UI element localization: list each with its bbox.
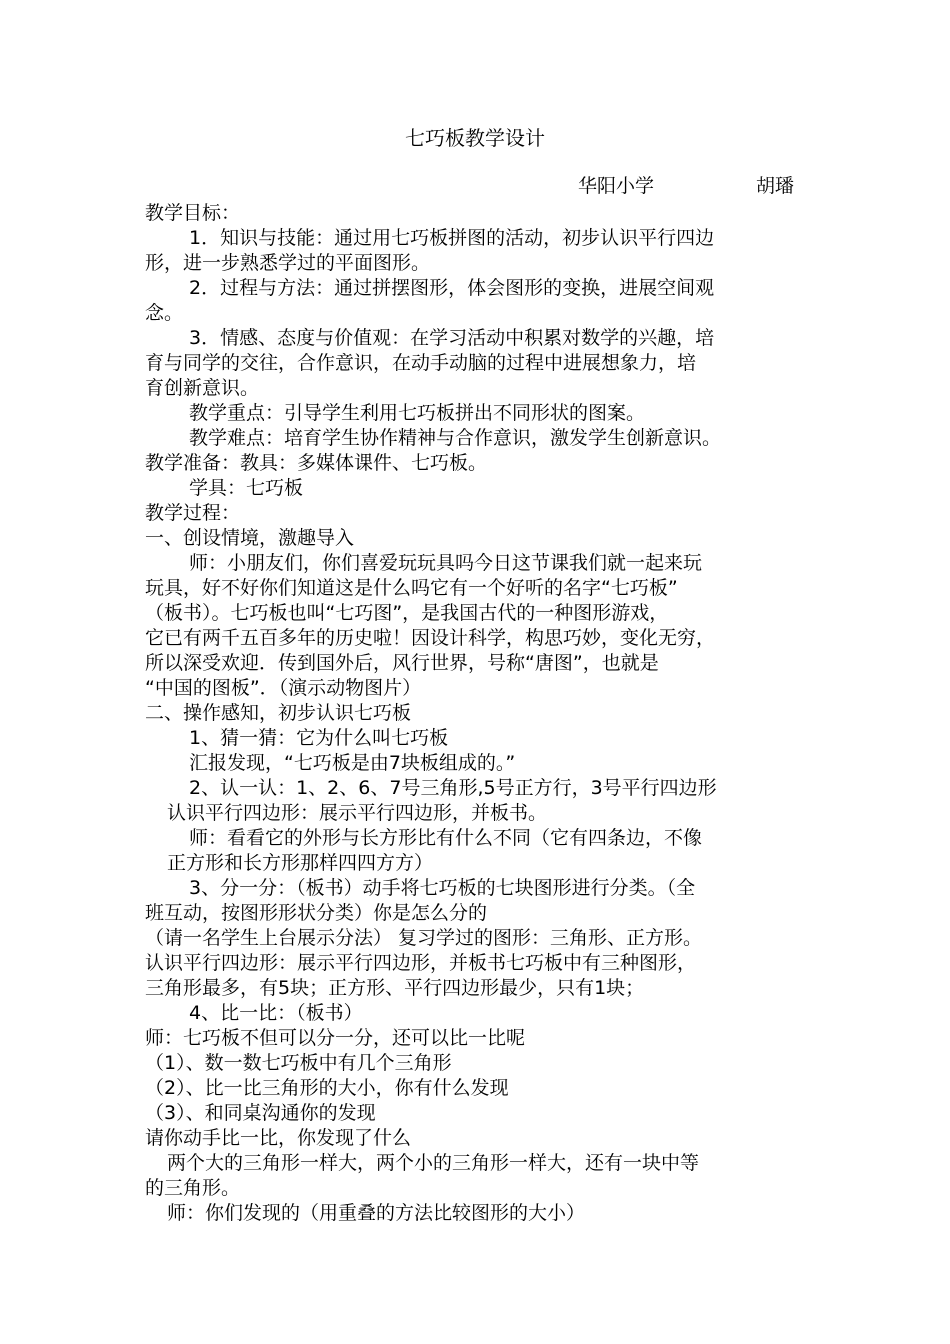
section-heading-process: 教学过程： [145,502,241,524]
part-1-paragraph-line: 它已有两千五百多年的历史啦！因设计科学，构思巧妙，变化无穷， [145,627,716,649]
teaching-preparation: 教学准备：教具：多媒体课件、七巧板。 [145,452,488,474]
teacher-summary: 师：你们发现的（用重叠的方法比较图形的大小） [167,1202,586,1224]
objective-3-line-2: 育与同学的交往，合作意识，在动手动脑的过程中进展想象力，培 [145,352,697,374]
teacher-question-line-2: 正方形和长方形那样四四方方） [167,852,434,874]
report-finding: 汇报发现，“七巧板是由7块板组成的。” [189,752,516,774]
step-classify-line-2: 班互动，按图形形状分类）你是怎么分的 [145,902,488,924]
student-materials: 学具：七巧板 [189,477,304,499]
step-classify-line-4: 认识平行四边形：展示平行四边形，并板书七巧板中有三种图形， [145,952,697,974]
compare-finding-line-2: 的三角形。 [145,1177,241,1199]
teacher-question-line-1: 师：看看它的外形与长方形比有什么不同（它有四条边，不像 [189,827,703,849]
part-1-paragraph-line: （板书）。七巧板也叫“七巧图”，是我国古代的一种图形游戏， [145,602,669,624]
step-compare: 4、比一比：（板书） [189,1002,363,1024]
part-2-heading: 二、操作感知，初步认识七巧板 [145,702,412,724]
teaching-difficulty: 教学难点：培育学生协作精神与合作意识，激发学生创新意识。 [189,427,722,449]
compare-item-1: （1）、数一数七巧板中有几个三角形 [145,1052,452,1074]
step-guess: 1、猜一猜：它为什么叫七巧板 [189,727,449,749]
part-1-paragraph-line: 玩具，好不好你们知道这是什么吗它有一个好听的名字“七巧板” [145,577,678,599]
part-1-paragraph-line: 所以深受欢迎．传到国外后，风行世界，号称“唐图”，也就是 [145,652,659,674]
section-heading-objectives: 教学目标： [145,202,241,224]
objective-2-line-1: 2．过程与方法：通过拼摆图形，体会图形的变换，进展空间观 [189,277,715,299]
objective-2-line-2: 念。 [145,302,184,324]
document-title: 七巧板教学设计 [405,126,545,150]
recognize-parallelogram: 认识平行四边形：展示平行四边形，并板书。 [167,802,548,824]
objective-3-line-1: 3．情感、态度与价值观：在学习活动中积累对数学的兴趣，培 [189,327,715,349]
step-classify-line-3: （请一名学生上台展示分法） 复习学过的图形：三角形、正方形。 [145,927,703,949]
teaching-focus: 教学重点：引导学生利用七巧板拼出不同形状的图案。 [189,402,646,424]
compare-finding-line-1: 两个大的三角形一样大，两个小的三角形一样大，还有一块中等 [167,1152,700,1174]
step-classify-line-5: 三角形最多，有5块；正方形、平行四边形最少，只有1块； [145,977,645,999]
objective-1-line-1: 1．知识与技能：通过用七巧板拼图的活动，初步认识平行四边 [189,227,715,249]
objective-1-line-2: 形，进一步熟悉学过的平面图形。 [145,252,431,274]
step-recognize: 2、认一认：1、2、6、7号三角形,5号正方行，3号平行四边形 [189,777,717,799]
compare-item-3: （3）、和同桌沟通你的发现 [145,1102,376,1124]
part-1-heading: 一、创设情境，激趣导入 [145,527,355,549]
author-name: 胡璠 [756,175,795,197]
compare-item-2: （2）、比一比三角形的大小，你有什么发现 [145,1077,509,1099]
part-1-paragraph-line: 师：小朋友们，你们喜爱玩玩具吗今日这节课我们就一起来玩 [189,552,703,574]
compare-prompt: 请你动手比一比，你发现了什么 [145,1127,412,1149]
school-name: 华阳小学 [578,175,655,197]
teacher-compare-intro: 师：七巧板不但可以分一分，还可以比一比呢 [145,1027,526,1049]
objective-3-line-3: 育创新意识。 [145,377,260,399]
part-1-paragraph-line: “中国的图板”．（演示动物图片） [145,677,422,699]
step-classify-line-1: 3、分一分：（板书）动手将七巧板的七块图形进行分类。（全 [189,877,696,899]
